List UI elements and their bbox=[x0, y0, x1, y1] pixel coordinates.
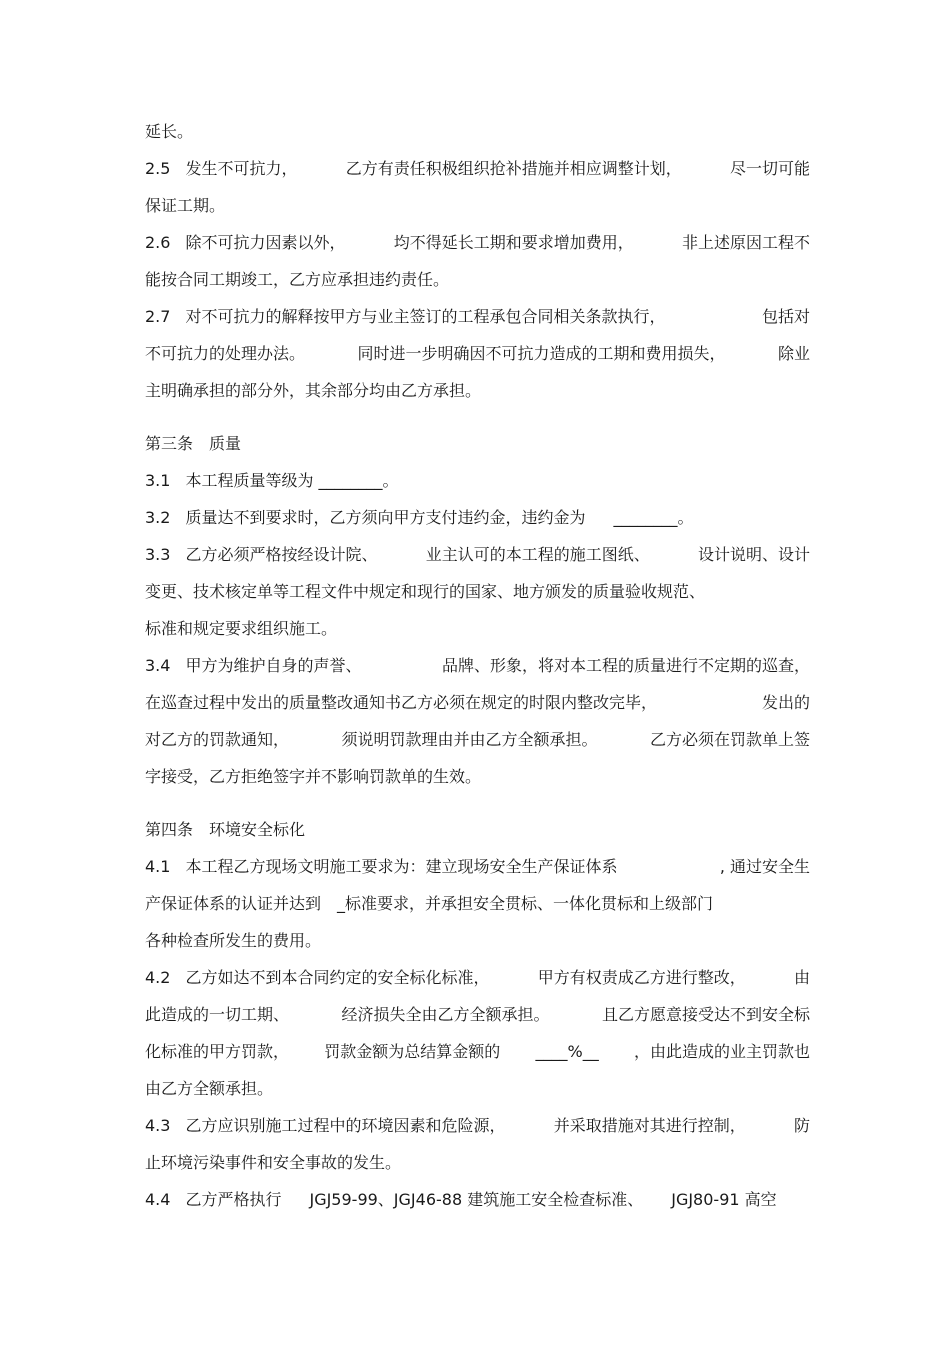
text-line bbox=[145, 996, 810, 1033]
text-segment: 同时进一步明确因不可抗力造成的工期和费用损失， bbox=[357, 344, 726, 363]
text-segment: 包括对 bbox=[761, 307, 810, 326]
text-line bbox=[145, 848, 810, 885]
contract-text bbox=[145, 113, 810, 1218]
clause-number: 2.5 bbox=[145, 159, 171, 178]
text-segment: 字接受，乙方拒绝签字并不影响罚款单的生效。 bbox=[145, 767, 482, 786]
text-line bbox=[145, 187, 810, 224]
text-segment: 罚款金额为总结算金额的 bbox=[324, 1042, 501, 1061]
text-segment: 乙方有责任积极组织抢补措施并相应调整计划， bbox=[345, 159, 682, 178]
text-segment: 本工程质量等级为 ________。 bbox=[185, 471, 399, 490]
text-segment: 各种检查所发生的费用。 bbox=[145, 931, 322, 950]
text-segment: 对乙方的罚款通知， bbox=[145, 730, 290, 749]
text-segment: ________。 bbox=[613, 508, 694, 527]
text-segment: 乙方如达不到本合同约定的安全标化标准， bbox=[185, 968, 490, 987]
text-line bbox=[145, 758, 810, 795]
text-segment: ，由此造成的业主罚款也 bbox=[633, 1042, 810, 1061]
section-heading: 第三条 质量 bbox=[145, 434, 242, 453]
text-segment: 变更、技术核定单等工程文件中规定和现行的国家、地方颁发的质量验收规范、 bbox=[145, 582, 706, 601]
text-segment: 除业 bbox=[777, 344, 810, 363]
text-segment: 非上述原因工程不 bbox=[681, 233, 810, 252]
text-segment: 发出的 bbox=[761, 693, 810, 712]
text-line bbox=[145, 1107, 810, 1144]
clause-number: 4.3 bbox=[145, 1116, 171, 1135]
text-segment: 经济损失全由乙方全额承担。 bbox=[341, 1005, 550, 1024]
text-line bbox=[145, 536, 810, 573]
section-heading: 第四条 环境安全标化 bbox=[145, 820, 306, 839]
clause-number: 2.6 bbox=[145, 233, 171, 252]
text-line bbox=[145, 150, 810, 187]
clause-number: 3.2 bbox=[145, 508, 171, 527]
text-segment: 产保证体系的认证并达到 _标准要求，并承担安全贯标、一体化贯标和上级部门 bbox=[145, 894, 714, 913]
text-segment: 不可抗力的处理办法。 bbox=[145, 344, 306, 363]
text-segment: 品牌、形象，将对本工程的质量进行不定期的巡查， bbox=[441, 656, 810, 675]
text-segment: 对不可抗力的解释按甲方与业主签订的工程承包合同相关条款执行， bbox=[185, 307, 666, 326]
text-line bbox=[145, 610, 810, 647]
clause-number: 2.7 bbox=[145, 307, 171, 326]
text-segment: 能按合同工期竣工，乙方应承担违约责任。 bbox=[145, 270, 450, 289]
text-segment: JGJ80-91 高空 bbox=[671, 1190, 777, 1209]
text-segment: 甲方有权责成乙方进行整改， bbox=[537, 968, 746, 987]
clause-number: 4.4 bbox=[145, 1190, 171, 1209]
text-line bbox=[145, 684, 810, 721]
text-line bbox=[145, 499, 810, 536]
text-line bbox=[145, 1033, 810, 1070]
text-line bbox=[145, 261, 810, 298]
text-segment: JGJ59-99、JGJ46-88 建筑施工安全检查标准、 bbox=[309, 1190, 644, 1209]
clause-number: 4.2 bbox=[145, 968, 171, 987]
text-segment: 乙方必须在罚款单上签 bbox=[649, 730, 810, 749]
text-segment: ____%__ bbox=[535, 1042, 599, 1061]
text-segment: 此造成的一切工期、 bbox=[145, 1005, 290, 1024]
text-segment: 乙方严格执行 bbox=[185, 1190, 282, 1209]
text-segment: 业主认可的本工程的施工图纸、 bbox=[425, 545, 650, 564]
text-line bbox=[145, 721, 810, 758]
text-line bbox=[145, 335, 810, 372]
text-segment: 主明确承担的部分外，其余部分均由乙方承担。 bbox=[145, 381, 482, 400]
text-segment: 防 bbox=[793, 1116, 810, 1135]
clause-number: 3.4 bbox=[145, 656, 171, 675]
text-segment: 由 bbox=[793, 968, 810, 987]
text-line bbox=[145, 372, 810, 409]
text-segment: 设计说明、设计 bbox=[697, 545, 810, 564]
text-line bbox=[145, 573, 810, 610]
text-line bbox=[145, 1144, 810, 1181]
text-line bbox=[145, 647, 810, 684]
text-segment: 发生不可抗力， bbox=[185, 159, 298, 178]
text-line bbox=[145, 1070, 810, 1107]
text-segment: 尽一切可能 bbox=[729, 159, 810, 178]
text-segment: 在巡查过程中发出的质量整改通知书乙方必须在规定的时限内整改完毕， bbox=[145, 693, 658, 712]
text-segment: 由乙方全额承担。 bbox=[145, 1079, 274, 1098]
text-segment: 乙方必须严格按经设计院、 bbox=[185, 545, 378, 564]
text-segment: 须说明罚款理由并由乙方全额承担。 bbox=[341, 730, 598, 749]
text-segment: , 通过安全生 bbox=[719, 857, 810, 876]
text-segment: 止环境污染事件和安全事故的发生。 bbox=[145, 1153, 402, 1172]
clause-number: 3.3 bbox=[145, 545, 171, 564]
text-segment: 延长。 bbox=[145, 122, 194, 141]
text-segment: 除不可抗力因素以外， bbox=[185, 233, 346, 252]
text-line bbox=[145, 298, 810, 335]
text-line bbox=[145, 224, 810, 261]
text-segment: 标准和规定要求组织施工。 bbox=[145, 619, 338, 638]
clause-number: 4.1 bbox=[145, 857, 171, 876]
clause-number: 3.1 bbox=[145, 471, 171, 490]
text-line bbox=[145, 922, 810, 959]
section-gap bbox=[145, 795, 810, 811]
text-segment: 本工程乙方现场文明施工要求为：建立现场安全生产保证体系 bbox=[185, 857, 618, 876]
text-line bbox=[145, 462, 810, 499]
text-segment: 保证工期。 bbox=[145, 196, 226, 215]
section-gap bbox=[145, 409, 810, 425]
text-line bbox=[145, 885, 810, 922]
text-segment: 均不得延长工期和要求增加费用， bbox=[393, 233, 634, 252]
text-line bbox=[145, 959, 810, 996]
text-line bbox=[145, 1181, 810, 1218]
text-line bbox=[145, 113, 810, 150]
text-segment: 乙方应识别施工过程中的环境因素和危险源， bbox=[185, 1116, 506, 1135]
text-segment: 并采取措施对其进行控制， bbox=[553, 1116, 746, 1135]
text-segment: 质量达不到要求时，乙方须向甲方支付违约金，违约金为 bbox=[185, 508, 586, 527]
text-segment: 且乙方愿意接受达不到安全标 bbox=[601, 1005, 810, 1024]
text-segment: 甲方为维护自身的声誉、 bbox=[185, 656, 362, 675]
text-segment: 化标准的甲方罚款， bbox=[145, 1042, 290, 1061]
